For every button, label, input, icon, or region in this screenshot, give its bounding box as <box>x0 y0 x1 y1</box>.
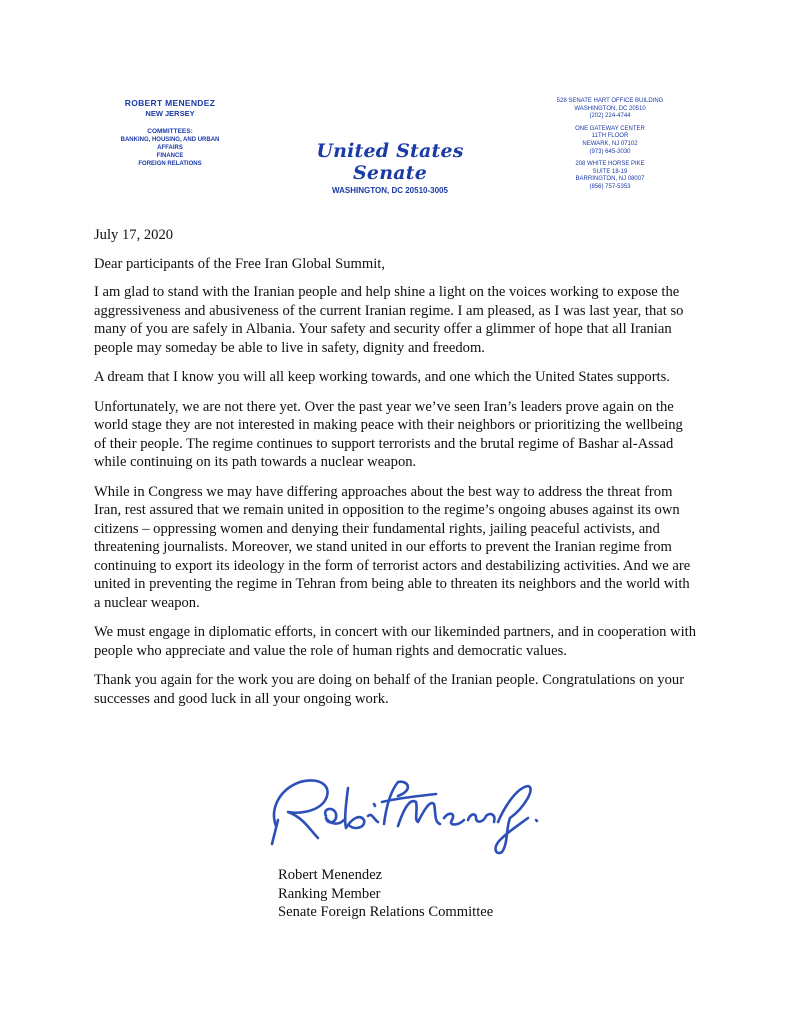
office-line: 528 SENATE HART OFFICE BUILDING <box>556 98 664 104</box>
office-washington <box>540 98 680 121</box>
office-line: SUITE 18-19 <box>592 168 628 175</box>
committee-item: BANKING, HOUSING, AND URBAN <box>120 137 220 143</box>
office-addresses <box>540 98 680 197</box>
senate-address: WASHINGTON, DC 20510-3005 <box>332 186 448 195</box>
office-line: (973) 645-3030 <box>589 148 631 155</box>
signature-image <box>248 768 548 858</box>
committee-item: FINANCE <box>156 153 184 159</box>
senator-state: NEW JERSEY <box>145 109 195 118</box>
senator-name: ROBERT MENENDEZ <box>124 98 216 108</box>
senator-block <box>100 98 240 168</box>
senate-heading <box>280 140 500 195</box>
letter-paragraph: A dream that I know you will all keep working towards, and one which the United States supports. <box>94 369 670 385</box>
office-line: ONE GATEWAY CENTER <box>575 125 645 132</box>
senate-title: United States Senate <box>316 140 464 184</box>
office-line: BARRINGTON, NJ 08007 <box>575 176 645 183</box>
office-line: (202) 224-4744 <box>589 113 631 120</box>
letter-paragraph: While in Congress we may have differing approaches about the best way to address the threat from Iran, rest assured that we remain united in opposition to the regime’s ongoing abuses against its own citizens – oppressing women and denying their fundamental rights, jailing peaceful activists, and threatening journalists. Moreover, we stand united in our efforts to prevent the Iranian regime from continuing to export its ideology in the form of terrorist actors and destabilizing activities. And we are united in preventing the regime in Tehran from being able to threaten its neighbors and the world with a nuclear weapon. <box>94 483 691 611</box>
letter-paragraph: Thank you again for the work you are doing on behalf of the Iranian people. Congratulations on your successes and good luck in all your ongoing work. <box>94 672 685 707</box>
letter-paragraph: I am glad to stand with the Iranian people and help shine a light on the voices working to expose the aggressiveness and abusiveness of the current Iranian regime. I am pleased, as I was last year, that so many of you are safely in Albania. Your safety and security offer a glimmer of hope that all Iranian people may someday be able to live in safety, dignity and freedom. <box>94 284 684 356</box>
committees-heading: COMMITTEES: <box>147 128 193 135</box>
office-line: NEWARK, NJ 07102 <box>582 140 638 147</box>
letterhead <box>0 0 786 210</box>
letter-paragraph: We must engage in diplomatic efforts, in concert with our likeminded partners, and in cooperation with people who appreciate and value the role of human rights and democratic values. <box>94 624 697 659</box>
letter-paragraph: Unfortunately, we are not there yet. Over the past year we’ve seen Iran’s leaders prove again on the world stage they are not interested in making peace with their neighbors or prioritizing the wellbeing of their people. The regime continues to support terrorists and the brutal regime of Bashar al-Assad while continuing on its path towards a nuclear weapon. <box>94 398 683 470</box>
office-line: WASHINGTON, DC 20510 <box>574 105 646 112</box>
letter-closing <box>278 866 493 922</box>
signer-title: Ranking Member <box>278 885 381 902</box>
committees-list <box>100 128 240 168</box>
office-line: (856) 757-5353 <box>589 183 631 190</box>
letter-greeting: Dear participants of the Free Iran Global Summit, <box>94 255 385 272</box>
committee-item: AFFAIRS <box>157 145 183 151</box>
office-line: 11TH FLOOR <box>591 133 629 140</box>
office-newark <box>540 126 680 156</box>
office-barrington <box>540 161 680 191</box>
office-line: 208 WHITE HORSE PIKE <box>575 161 645 168</box>
committee-item: FOREIGN RELATIONS <box>138 161 202 167</box>
signer-committee: Senate Foreign Relations Committee <box>278 904 494 920</box>
signer-name: Robert Menendez <box>278 867 383 883</box>
letter-body <box>94 226 698 719</box>
letter-date: July 17, 2020 <box>94 227 174 243</box>
